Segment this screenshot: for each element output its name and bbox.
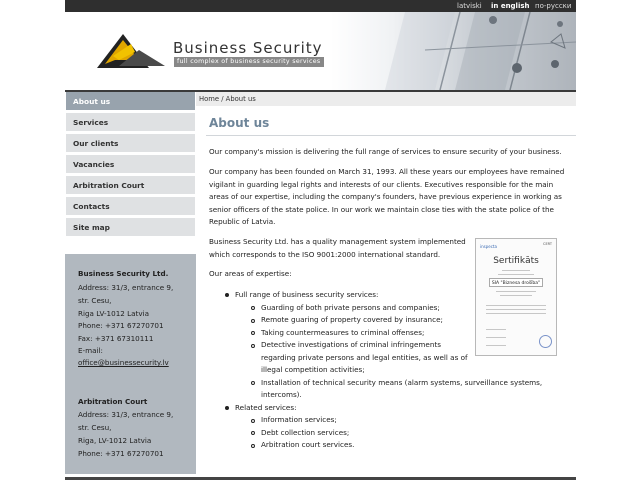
nav-our-clients[interactable]: Our clients (66, 134, 195, 153)
company-email-label: E-mail: (78, 346, 103, 355)
company-email-link[interactable]: office@businessecurity.lv (78, 358, 169, 367)
arbitration-address-1: Address: 31/3, entrance 9, (78, 410, 174, 419)
list-item: Debt collection services; (261, 427, 350, 437)
arbitration-city: Riga, LV-1012 Latvia (78, 436, 152, 445)
bullet-circle (251, 331, 255, 335)
history-line-2: vigilant in guarding legal rights and interests of our clients. Executives responsible for the main (209, 179, 554, 189)
lang-latviski[interactable]: latviski (457, 2, 482, 10)
breadcrumb (196, 92, 576, 106)
list-item: illegal competition activities; (261, 365, 365, 374)
certificate-line (486, 345, 506, 346)
certificate-line (486, 305, 546, 306)
iso-certificate-image[interactable] (475, 238, 557, 356)
history-line-4: senior officers of the state police. In our work we maintain close ties with the state police of the (209, 204, 554, 214)
list-item: Guarding of both private persons and companies; (261, 302, 440, 312)
brand-subtitle: full complex of business security services (174, 57, 324, 67)
nav-about-us[interactable]: About us (66, 92, 195, 111)
bullet-disc (225, 293, 229, 297)
bullet-circle (251, 431, 255, 435)
lang-english[interactable]: in english (491, 2, 530, 10)
quality-line-1: Business Security Ltd. has a quality management system implemented (209, 237, 466, 246)
history-line-3: areas of our expertise, including the company's founders, have previous experience in working as (209, 192, 562, 201)
bullet-disc (225, 406, 229, 410)
brand-title: Business Security (173, 39, 323, 57)
site-header (65, 12, 576, 90)
bullet-circle (251, 344, 255, 348)
list-security-services: Full range of business security services: (235, 290, 379, 299)
list-item: Remote guaring of property covered by insurance; (261, 315, 443, 324)
company-address-2: str. Cesu, (78, 296, 112, 305)
list-item: intercoms). (261, 390, 302, 399)
list-item: Installation of technical security means (alarm systems, surveillance systems, (261, 377, 543, 387)
nav-contacts[interactable]: Contacts (66, 197, 195, 216)
bullet-circle (251, 319, 255, 323)
list-item: regarding private persons and legal entities, as well as of (261, 352, 468, 362)
nav-vacancies[interactable]: Vacancies (66, 155, 195, 174)
history-line-1: Our company has been founded on March 31, 1993. All these years our employees have remained (209, 167, 565, 176)
bullet-circle (251, 381, 255, 385)
certificate-line (498, 274, 534, 275)
safe-doors-decoration (365, 12, 576, 90)
lang-russian[interactable]: по-русски (535, 2, 572, 10)
certificate-line (486, 309, 546, 310)
history-line-5: Republic of Latvia. (209, 217, 276, 226)
certificate-holder: SIA "Biznesa drošība" (489, 278, 543, 287)
nav-arbitration-court[interactable]: Arbitration Court (66, 176, 195, 195)
breadcrumb-text[interactable]: Home / About us (199, 95, 256, 103)
arbitration-phone: Phone: +371 67270701 (78, 449, 164, 458)
certificate-seal-icon (539, 335, 552, 348)
nav-site-map[interactable]: Site map (66, 218, 195, 237)
certificate-line (486, 329, 506, 330)
certificate-code: CERT (543, 242, 552, 246)
nav-services[interactable]: Services (66, 113, 195, 132)
company-city: Riga LV-1012 Latvia (78, 309, 150, 318)
contact-panel (65, 254, 196, 474)
certificate-title: Sertifikāts (493, 256, 539, 266)
certificate-line (496, 291, 536, 292)
expertise-heading: Our areas of expertise: (209, 269, 292, 278)
list-item: Information services; (261, 415, 337, 424)
certificate-line (486, 337, 506, 338)
language-bar (65, 0, 576, 12)
title-divider (206, 135, 576, 136)
list-item: Detective investigations of criminal infringements (261, 340, 441, 349)
certificate-line (502, 270, 530, 271)
company-logo[interactable] (95, 30, 167, 70)
left-gutter (0, 0, 65, 480)
bullet-circle (251, 419, 255, 423)
certificate-line (500, 295, 532, 296)
company-address-1: Address: 31/3, entrance 9, (78, 283, 174, 292)
arbitration-name: Arbitration Court (78, 397, 148, 406)
list-item: Taking countermeasures to criminal offenses; (261, 327, 425, 337)
company-fax: Fax: +371 67310111 (78, 334, 154, 343)
list-item: Arbitration court services. (261, 440, 355, 449)
company-name: Business Security Ltd. (78, 269, 169, 278)
bullet-circle (251, 444, 255, 448)
quality-line-2: which corresponds to the ISO 9001:2000 international standard. (209, 249, 441, 259)
company-phone: Phone: +371 67270701 (78, 321, 164, 330)
certificate-brand: inspecta (480, 244, 497, 249)
arbitration-address-2: str. Cesu, (78, 423, 112, 432)
certificate-line (486, 313, 546, 314)
right-gutter (576, 0, 640, 480)
bullet-circle (251, 306, 255, 310)
list-related-services: Related services: (235, 402, 297, 412)
sidebar (65, 92, 196, 480)
page-title: About us (209, 116, 270, 130)
mission-paragraph: Our company's mission is delivering the full range of services to ensure security of your business. (209, 147, 562, 156)
